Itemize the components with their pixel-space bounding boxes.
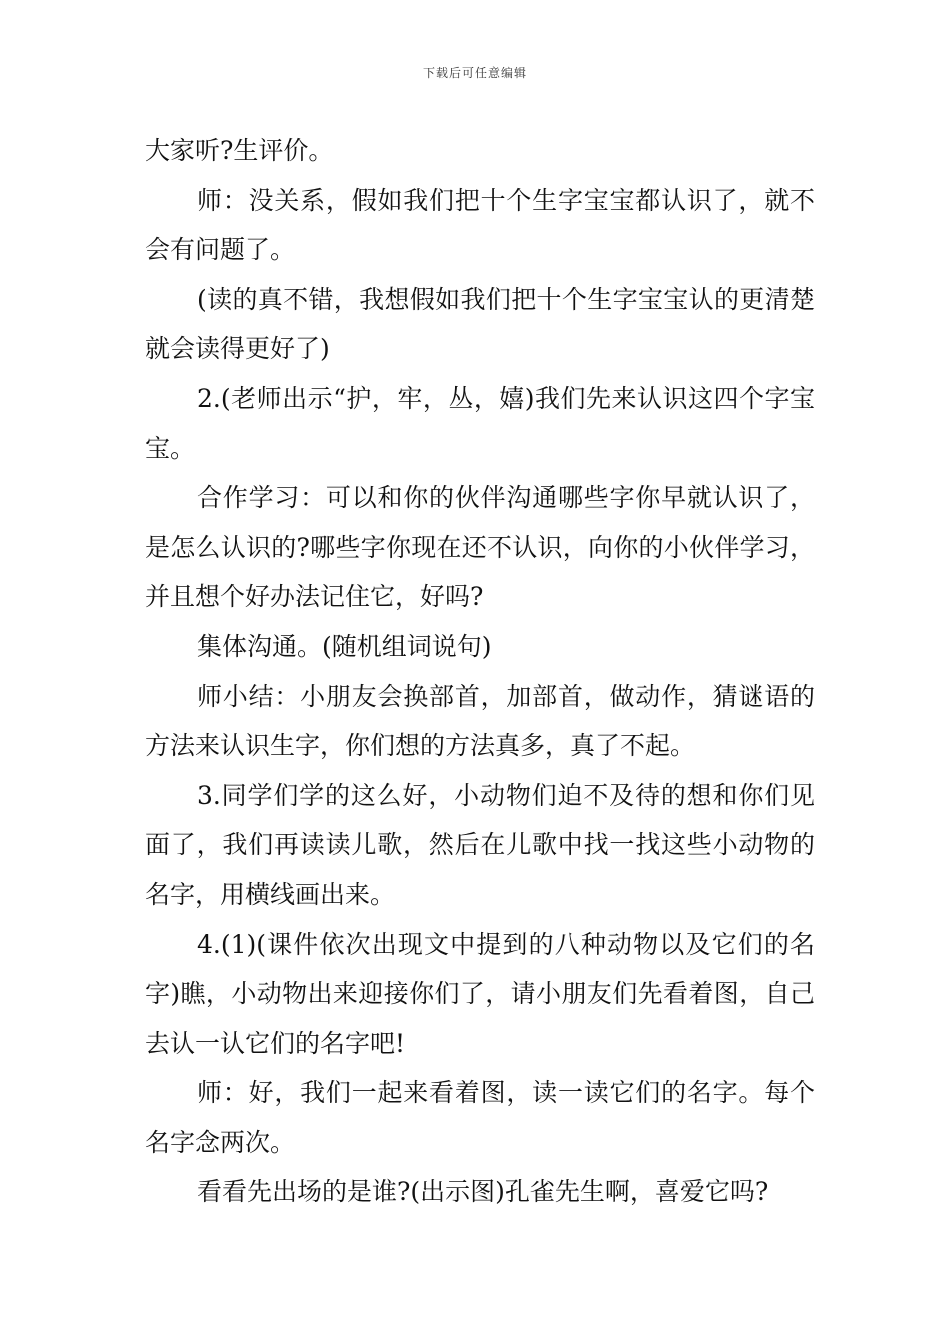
page-header: 下载后可任意编辑 (422, 66, 527, 80)
paragraph-1: 大家听?生评价。 (145, 136, 334, 165)
paragraph-4: 2.(老师出示“护，牢，丛，嬉)我们先来认识这四个字宝宝。 (145, 383, 815, 463)
paragraph-11: 看看先出场的是谁?(出示图)孔雀先生啊，喜爱它吗? (197, 1177, 769, 1207)
paragraph-5: 合作学习：可以和你的伙伴沟通哪些字你早就认识了，是怎么认识的?哪些字你现在还不认识，向你的小伙伴学习，并且想个好办法记住它，好吗? (145, 483, 815, 612)
paragraph-9: 4.(1)(课件依次出现文中提到的八种动物以及它们的名字)瞧，小动物出来迎接你们了，请小朋友们先看着图，自己去认一认它们的名字吧! (145, 929, 815, 1058)
paragraph-2: 师：没关系，假如我们把十个生字宝宝都认识了，就不会有问题了。 (145, 185, 815, 265)
document-body (145, 126, 815, 1217)
paragraph-10: 师：好，我们一起来看着图，读一读它们的名字。每个名字念两次。 (145, 1078, 815, 1157)
paragraph-3: (读的真不错，我想假如我们把十个生字宝宝认的更清楚就会读得更好了) (145, 284, 815, 364)
paragraph-7: 师小结：小朋友会换部首，加部首，做动作，猜谜语的方法来认识生字，你们想的方法真多，真了不起。 (145, 681, 815, 761)
paragraph-8: 3.同学们学的这么好，小动物们迫不及待的想和你们见面了，我们再读读儿歌，然后在儿歌中找一找这些小动物的名字，用横线画出来。 (145, 780, 815, 909)
paragraph-6: 集体沟通。(随机组词说句) (197, 631, 492, 661)
